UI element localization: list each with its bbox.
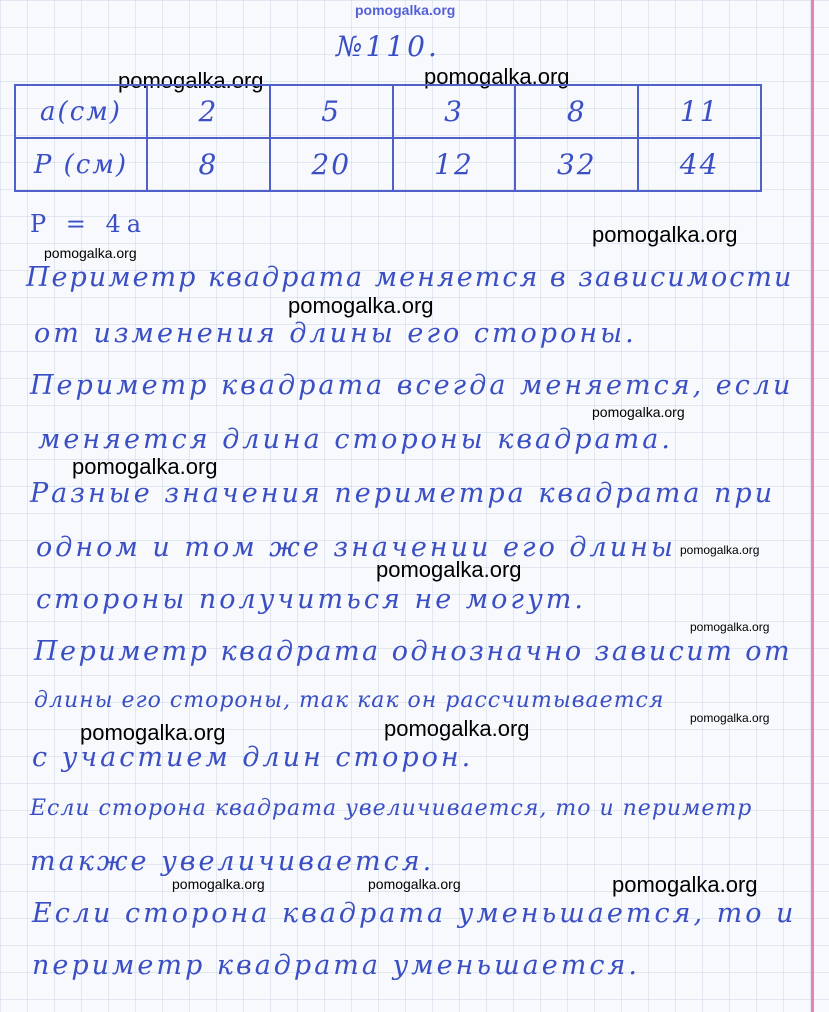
watermark: pomogalka.org xyxy=(80,720,226,745)
text-line: с участием длин сторон. xyxy=(32,742,474,773)
task-number: №110. xyxy=(336,30,440,63)
watermark: pomogalka.org xyxy=(612,872,758,897)
table-cell: 20 xyxy=(270,138,393,191)
watermark-top: pomogalka.org xyxy=(355,2,456,18)
text-line: Если сторона квадрата уменьшается, то и xyxy=(32,898,797,929)
table-cell: 5 xyxy=(270,85,393,138)
watermark: pomogalka.org xyxy=(118,68,264,93)
text-line: Разные значения периметра квадрата при xyxy=(30,478,776,509)
watermark: pomogalka.org xyxy=(288,293,434,318)
watermark: pomogalka.org xyxy=(384,716,530,741)
table-cell: 12 xyxy=(393,138,516,191)
text-line: Если сторона квадрата увеличивается, то и периметр xyxy=(30,796,753,821)
table-cell: 11 xyxy=(638,85,761,138)
text-line: Периметр квадрата меняется в зависимости xyxy=(26,262,794,293)
watermark: pomogalka.org xyxy=(368,876,461,892)
watermark: pomogalka.org xyxy=(592,222,738,247)
table-cell: 3 xyxy=(393,85,516,138)
table-row xyxy=(15,85,761,138)
watermark: pomogalka.org xyxy=(376,557,522,582)
table-cell: 8 xyxy=(147,138,270,191)
text-line: одном и том же значении его длины xyxy=(36,532,676,563)
row-label: a(см) xyxy=(15,85,147,138)
watermark: pomogalka.org xyxy=(424,64,570,89)
table-cell: 44 xyxy=(638,138,761,191)
watermark: pomogalka.org xyxy=(592,404,685,420)
watermark: pomogalka.org xyxy=(172,876,265,892)
text-line: от изменения длины его стороны. xyxy=(34,318,637,349)
table-cell: 32 xyxy=(515,138,638,191)
text-line: стороны получиться не могут. xyxy=(36,584,586,615)
row-label: P (см) xyxy=(15,138,147,191)
text-line: Периметр квадрата всегда меняется, если xyxy=(30,370,794,401)
text-line: также увеличивается. xyxy=(30,846,435,877)
text-line: меняется длина стороны квадрата. xyxy=(38,424,673,455)
text-line: периметр квадрата уменьшается. xyxy=(32,950,640,981)
formula: P = 4a xyxy=(30,210,148,238)
values-table xyxy=(14,84,762,192)
watermark: pomogalka.org xyxy=(690,711,770,725)
table-row xyxy=(15,138,761,191)
margin-line xyxy=(811,0,814,1012)
table-cell: 2 xyxy=(147,85,270,138)
table-cell: 8 xyxy=(515,85,638,138)
watermark: pomogalka.org xyxy=(72,454,218,479)
text-line: Периметр квадрата однозначно зависит от xyxy=(34,636,793,667)
watermark: pomogalka.org xyxy=(680,543,760,557)
watermark: pomogalka.org xyxy=(690,620,770,634)
watermark: pomogalka.org xyxy=(44,245,137,261)
text-line: длины его стороны, так как он рассчитывается xyxy=(34,688,665,713)
